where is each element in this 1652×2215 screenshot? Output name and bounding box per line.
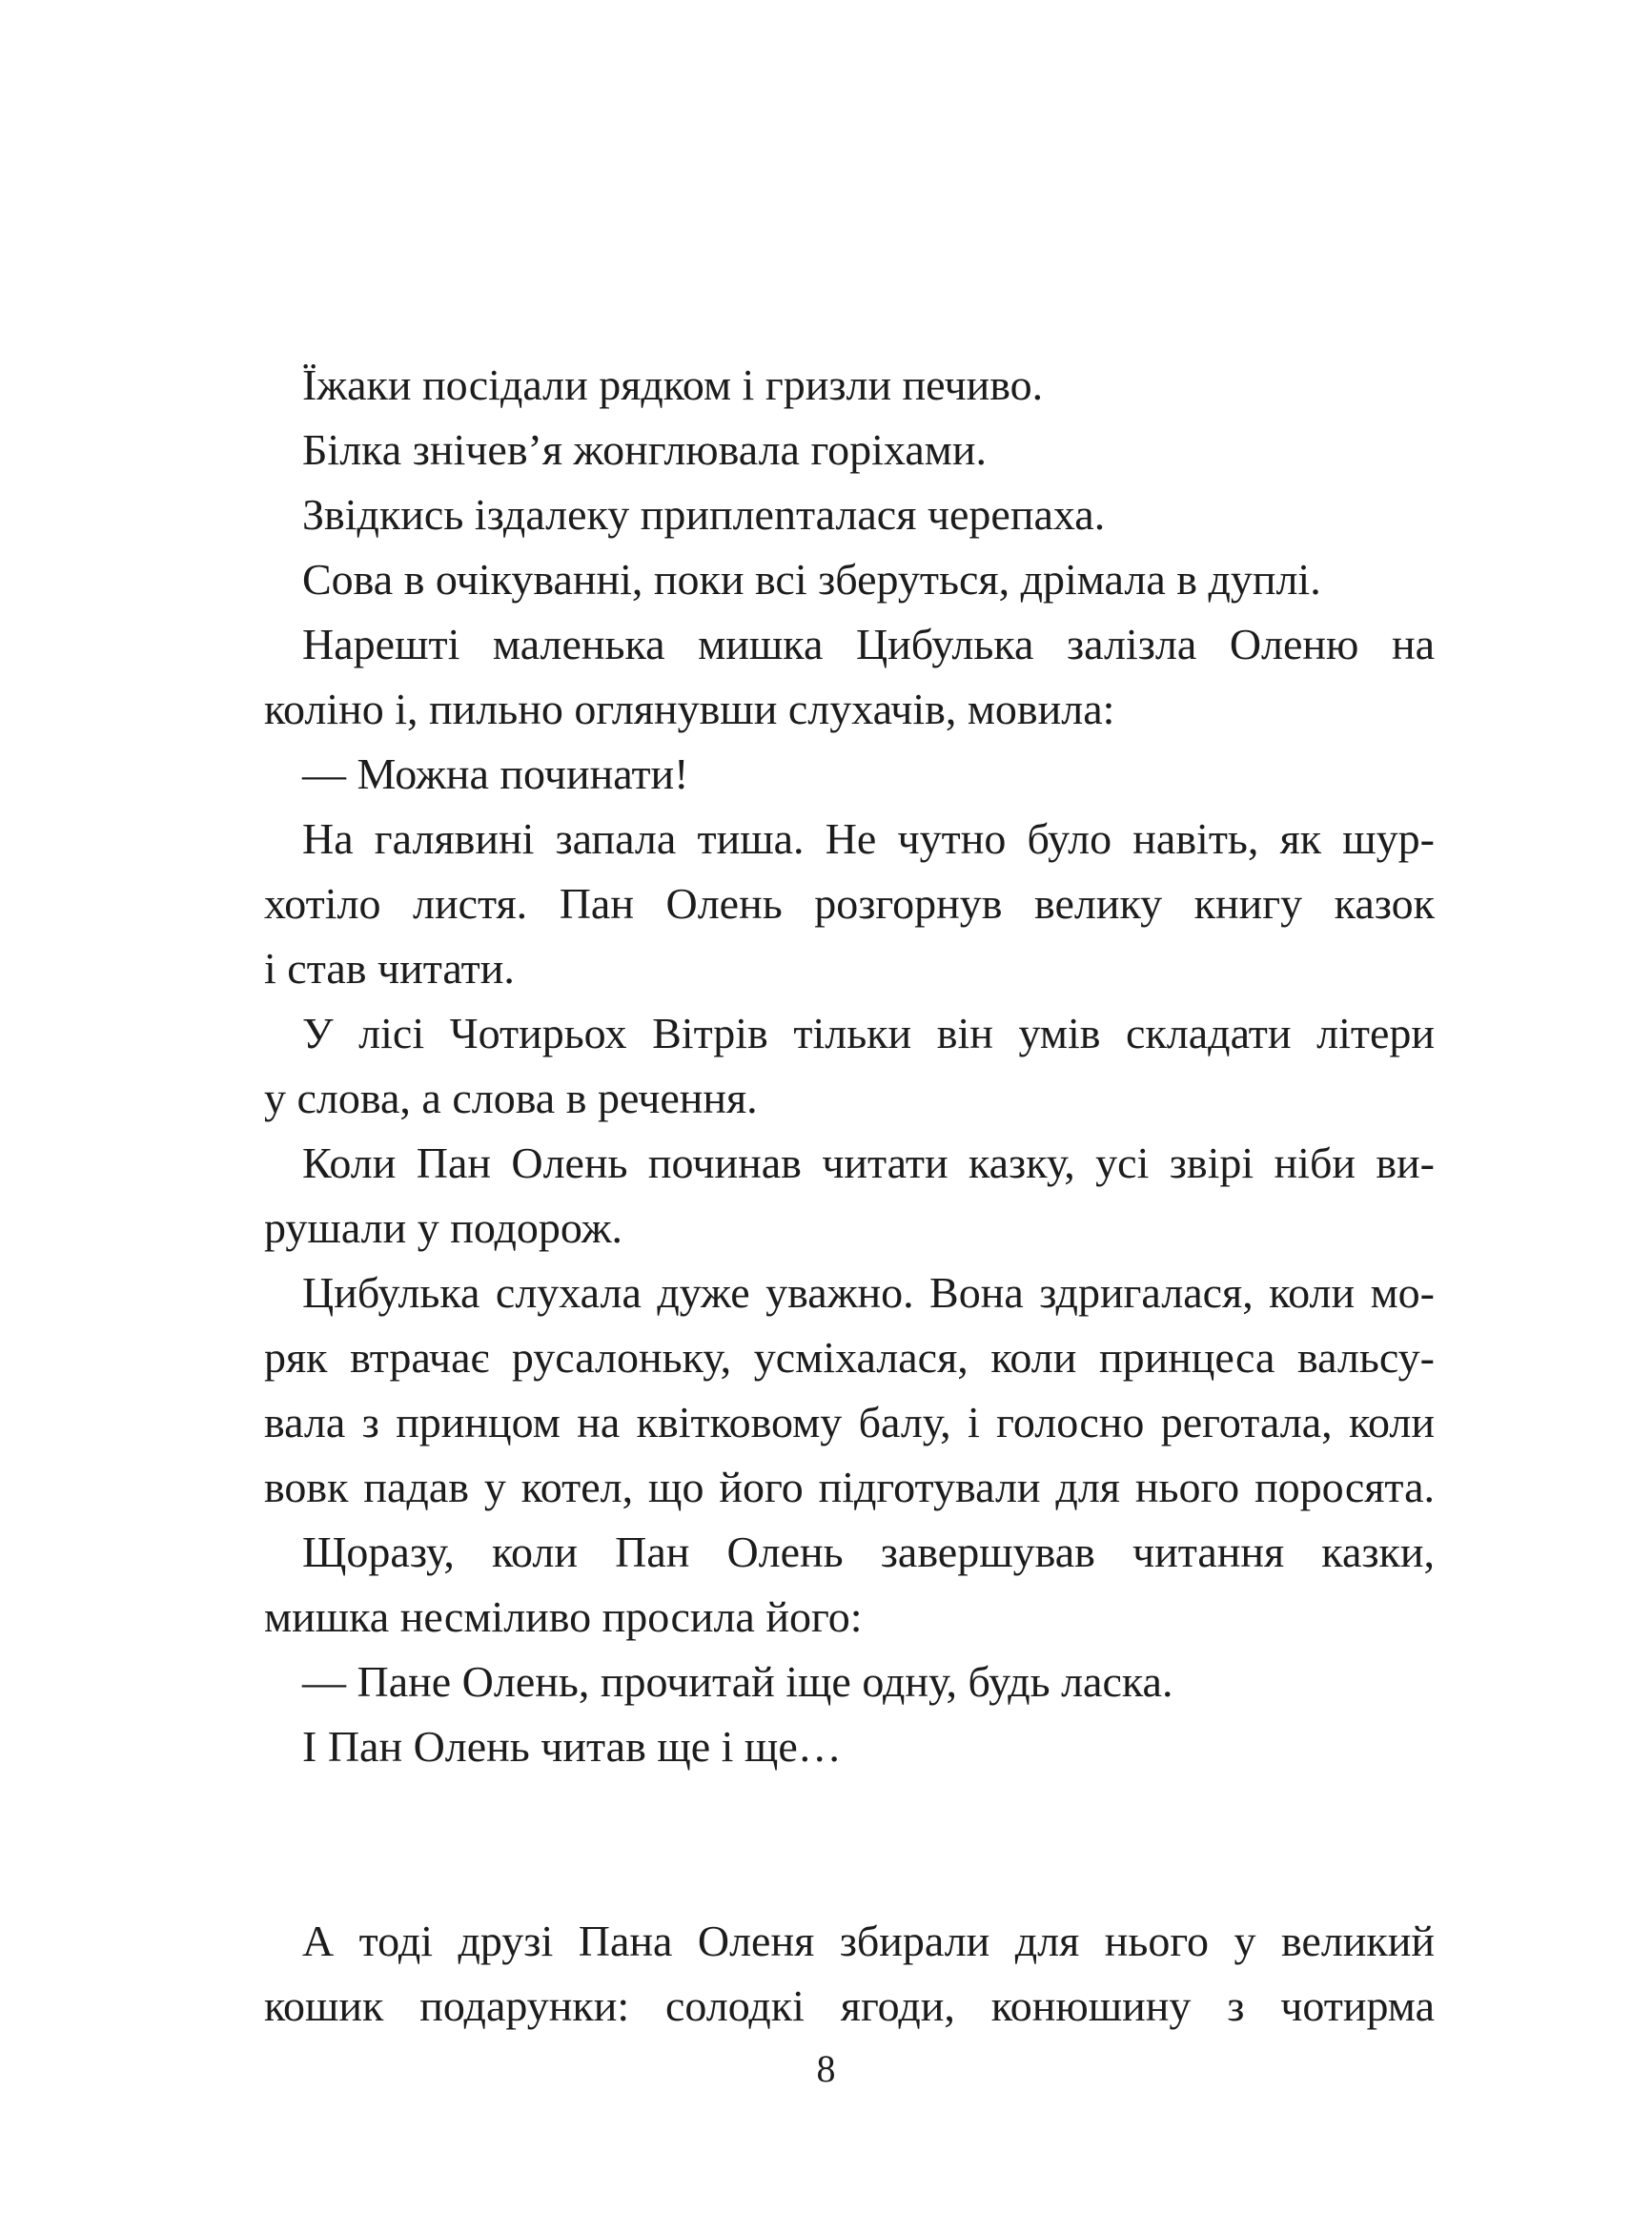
text-line: Цибулька слухала дуже уважно. Вона здригалася, коли мо- <box>302 1268 1435 1317</box>
text-line: коліно і, пильно оглянувши слухачів, мовила: <box>264 685 1115 733</box>
text-line: У лісі Чотирьох Вітрів тільки він умів складати літери <box>302 1009 1435 1057</box>
text-line: Звідкись іздалеку приплenталася черепаха. <box>302 490 1106 539</box>
paragraph-gap <box>264 1779 1435 1909</box>
text-line: вала з принцом на квітковому балу, і голосно реготала, коли <box>264 1398 1435 1446</box>
text-line: На галявині запала тиша. Не чутно було навіть, як шур- <box>302 814 1435 863</box>
text-line: у слова, а слова в речення. <box>264 1074 758 1122</box>
text-line: — Можна починати! <box>302 749 689 798</box>
text-line: А тоді друзі Пана Оленя збирали для нього у великий <box>302 1917 1435 1965</box>
page-number: 8 <box>816 2047 836 2090</box>
text-line: Сова в очікуванні, поки всі зберуться, дрімала в дуплі. <box>302 555 1321 604</box>
text-line: Щоразу, коли Пан Олень завершував читання казки, <box>302 1528 1435 1576</box>
text-line: і став читати. <box>264 944 515 993</box>
text-line: Білка знічев’я жонглювала горіхами. <box>302 425 987 474</box>
text-line: хотіло листя. Пан Олень розгорнув велику книгу казок <box>264 879 1435 928</box>
text-line: Їжаки посідали рядком і гризли печиво. <box>302 360 1044 409</box>
text-line: рушали у подорож. <box>264 1203 623 1252</box>
text-line: вовк падав у котел, що його підготували для нього поросята. <box>264 1463 1435 1511</box>
text-line: Нарешті маленька мишка Цибулька залізла Оленю на <box>302 620 1435 668</box>
text-line: І Пан Олень читав ще і ще… <box>302 1722 842 1771</box>
text-line: кошик подарунки: солодкі ягоди, конюшину з чотирма <box>264 1981 1435 2030</box>
text-line: Коли Пан Олень починав читати казку, усі звірі ніби ви- <box>302 1138 1435 1187</box>
page-body-text <box>264 353 1435 2039</box>
text-line: ряк втрачає русалоньку, усміхалася, коли принцеса вальсу- <box>264 1333 1435 1382</box>
text-line: мишка несміливо просила його: <box>264 1592 863 1641</box>
text-line: — Пане Олень, прочитай іще одну, будь ласка. <box>302 1657 1173 1706</box>
